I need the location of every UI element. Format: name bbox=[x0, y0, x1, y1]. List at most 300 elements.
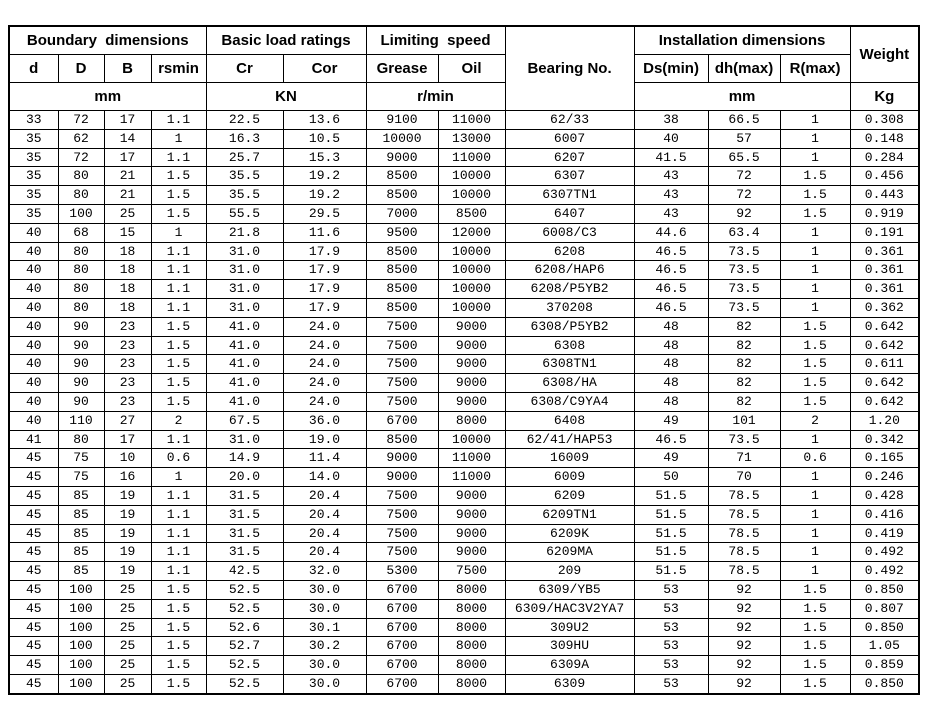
cell: 49 bbox=[634, 449, 708, 468]
cell: 85 bbox=[58, 505, 104, 524]
cell: 31.5 bbox=[206, 505, 283, 524]
cell: 6700 bbox=[366, 656, 438, 675]
cell: 30.1 bbox=[283, 618, 366, 637]
cell: 1.5 bbox=[151, 374, 206, 393]
cell: 17.9 bbox=[283, 280, 366, 299]
cell-bearing-no: 309HU bbox=[505, 637, 634, 656]
cell: 17.9 bbox=[283, 242, 366, 261]
cell: 46.5 bbox=[634, 242, 708, 261]
cell: 101 bbox=[708, 411, 780, 430]
cell: 92 bbox=[708, 674, 780, 693]
cell: 72 bbox=[708, 186, 780, 205]
cell: 1 bbox=[151, 129, 206, 148]
cell: 32.0 bbox=[283, 562, 366, 581]
cell: 20.0 bbox=[206, 468, 283, 487]
cell: 8500 bbox=[366, 242, 438, 261]
cell: 10.5 bbox=[283, 129, 366, 148]
cell-bearing-no: 6008/C3 bbox=[505, 223, 634, 242]
cell: 9000 bbox=[438, 543, 505, 562]
cell: 17.9 bbox=[283, 298, 366, 317]
cell-bearing-no: 6209K bbox=[505, 524, 634, 543]
column-header-cr: Cr bbox=[206, 55, 283, 83]
cell: 40 bbox=[9, 242, 58, 261]
cell: 41 bbox=[9, 430, 58, 449]
cell: 82 bbox=[708, 392, 780, 411]
cell: 17 bbox=[104, 430, 151, 449]
cell: 19 bbox=[104, 505, 151, 524]
cell: 45 bbox=[9, 468, 58, 487]
cell: 52.5 bbox=[206, 599, 283, 618]
column-header-bearing-no: Bearing No. bbox=[505, 26, 634, 111]
cell: 1.1 bbox=[151, 524, 206, 543]
table-row bbox=[9, 430, 919, 449]
cell: 43 bbox=[634, 186, 708, 205]
cell: 1.5 bbox=[780, 374, 850, 393]
cell: 19 bbox=[104, 524, 151, 543]
cell: 0.284 bbox=[850, 148, 919, 167]
cell: 1 bbox=[780, 129, 850, 148]
cell: 24.0 bbox=[283, 392, 366, 411]
cell: 0.165 bbox=[850, 449, 919, 468]
cell: 40 bbox=[634, 129, 708, 148]
cell: 1.20 bbox=[850, 411, 919, 430]
cell: 1.5 bbox=[780, 186, 850, 205]
cell: 0.419 bbox=[850, 524, 919, 543]
cell: 9500 bbox=[366, 223, 438, 242]
group-header-row bbox=[9, 26, 919, 55]
cell: 30.0 bbox=[283, 674, 366, 693]
cell: 1 bbox=[780, 242, 850, 261]
cell: 40 bbox=[9, 317, 58, 336]
cell: 43 bbox=[634, 167, 708, 186]
cell: 45 bbox=[9, 656, 58, 675]
cell: 17.9 bbox=[283, 261, 366, 280]
cell: 1.5 bbox=[151, 599, 206, 618]
cell: 35 bbox=[9, 167, 58, 186]
cell: 92 bbox=[708, 580, 780, 599]
cell: 90 bbox=[58, 355, 104, 374]
cell: 41.0 bbox=[206, 317, 283, 336]
cell: 1.5 bbox=[780, 204, 850, 223]
cell: 30.2 bbox=[283, 637, 366, 656]
cell: 6700 bbox=[366, 580, 438, 599]
cell: 1 bbox=[780, 468, 850, 487]
cell: 2 bbox=[780, 411, 850, 430]
table-row bbox=[9, 392, 919, 411]
cell: 0.191 bbox=[850, 223, 919, 242]
cell: 57 bbox=[708, 129, 780, 148]
cell: 40 bbox=[9, 280, 58, 299]
cell: 19 bbox=[104, 562, 151, 581]
cell: 10000 bbox=[438, 186, 505, 205]
cell: 73.5 bbox=[708, 261, 780, 280]
cell: 21 bbox=[104, 167, 151, 186]
cell: 21 bbox=[104, 186, 151, 205]
cell: 1 bbox=[780, 562, 850, 581]
column-header-rsmin: rsmin bbox=[151, 55, 206, 83]
cell: 100 bbox=[58, 580, 104, 599]
cell: 1.5 bbox=[780, 674, 850, 693]
cell-bearing-no: 6009 bbox=[505, 468, 634, 487]
cell: 85 bbox=[58, 562, 104, 581]
cell: 51.5 bbox=[634, 486, 708, 505]
cell: 6700 bbox=[366, 637, 438, 656]
cell: 18 bbox=[104, 298, 151, 317]
cell: 1.5 bbox=[151, 392, 206, 411]
cell: 9000 bbox=[366, 148, 438, 167]
cell: 75 bbox=[58, 468, 104, 487]
cell: 35 bbox=[9, 129, 58, 148]
cell: 41.0 bbox=[206, 355, 283, 374]
cell: 8000 bbox=[438, 411, 505, 430]
cell: 0.850 bbox=[850, 674, 919, 693]
table-row bbox=[9, 374, 919, 393]
cell-bearing-no: 6308TN1 bbox=[505, 355, 634, 374]
cell: 78.5 bbox=[708, 524, 780, 543]
cell: 14 bbox=[104, 129, 151, 148]
cell: 0.642 bbox=[850, 336, 919, 355]
cell: 8500 bbox=[366, 186, 438, 205]
cell: 41.0 bbox=[206, 336, 283, 355]
cell: 45 bbox=[9, 486, 58, 505]
cell: 40 bbox=[9, 355, 58, 374]
cell: 43 bbox=[634, 204, 708, 223]
cell: 48 bbox=[634, 336, 708, 355]
cell: 0.642 bbox=[850, 317, 919, 336]
cell: 7500 bbox=[366, 505, 438, 524]
cell: 110 bbox=[58, 411, 104, 430]
cell: 8500 bbox=[366, 430, 438, 449]
cell: 31.5 bbox=[206, 543, 283, 562]
cell: 8000 bbox=[438, 580, 505, 599]
cell: 82 bbox=[708, 355, 780, 374]
cell: 0.850 bbox=[850, 580, 919, 599]
cell: 0.342 bbox=[850, 430, 919, 449]
cell: 90 bbox=[58, 336, 104, 355]
cell: 25 bbox=[104, 637, 151, 656]
cell: 31.0 bbox=[206, 280, 283, 299]
cell: 75 bbox=[58, 449, 104, 468]
cell: 16.3 bbox=[206, 129, 283, 148]
cell-bearing-no: 6209TN1 bbox=[505, 505, 634, 524]
cell-bearing-no: 6308/C9YA4 bbox=[505, 392, 634, 411]
cell: 5300 bbox=[366, 562, 438, 581]
cell: 18 bbox=[104, 261, 151, 280]
cell: 1.5 bbox=[151, 204, 206, 223]
cell-bearing-no: 6308/HA bbox=[505, 374, 634, 393]
cell: 53 bbox=[634, 674, 708, 693]
cell: 46.5 bbox=[634, 280, 708, 299]
cell: 72 bbox=[58, 111, 104, 130]
cell: 0.308 bbox=[850, 111, 919, 130]
cell: 73.5 bbox=[708, 242, 780, 261]
column-header-d: d bbox=[9, 55, 58, 83]
cell: 0.456 bbox=[850, 167, 919, 186]
table-row bbox=[9, 167, 919, 186]
cell: 19.2 bbox=[283, 167, 366, 186]
cell: 15 bbox=[104, 223, 151, 242]
cell: 18 bbox=[104, 280, 151, 299]
cell: 68 bbox=[58, 223, 104, 242]
cell: 1 bbox=[151, 223, 206, 242]
cell: 40 bbox=[9, 261, 58, 280]
column-header-oil: Oil bbox=[438, 55, 505, 83]
cell: 90 bbox=[58, 392, 104, 411]
cell: 0.246 bbox=[850, 468, 919, 487]
cell: 1.1 bbox=[151, 543, 206, 562]
unit-boundary-mm: mm bbox=[9, 83, 206, 111]
table-row bbox=[9, 186, 919, 205]
cell: 82 bbox=[708, 317, 780, 336]
cell: 0.850 bbox=[850, 618, 919, 637]
cell: 35.5 bbox=[206, 167, 283, 186]
column-header-B: B bbox=[104, 55, 151, 83]
cell: 8000 bbox=[438, 637, 505, 656]
cell: 1.1 bbox=[151, 562, 206, 581]
cell: 19.0 bbox=[283, 430, 366, 449]
cell: 25 bbox=[104, 204, 151, 223]
cell: 1.1 bbox=[151, 430, 206, 449]
cell: 1.05 bbox=[850, 637, 919, 656]
cell: 7500 bbox=[366, 543, 438, 562]
cell: 31.0 bbox=[206, 430, 283, 449]
cell: 13.6 bbox=[283, 111, 366, 130]
cell: 40 bbox=[9, 298, 58, 317]
cell: 23 bbox=[104, 317, 151, 336]
cell: 92 bbox=[708, 618, 780, 637]
cell: 9000 bbox=[438, 392, 505, 411]
cell: 9000 bbox=[366, 468, 438, 487]
cell: 20.4 bbox=[283, 543, 366, 562]
cell-bearing-no: 6309A bbox=[505, 656, 634, 675]
cell: 45 bbox=[9, 524, 58, 543]
cell: 0.361 bbox=[850, 280, 919, 299]
cell: 1 bbox=[780, 223, 850, 242]
cell: 78.5 bbox=[708, 562, 780, 581]
cell: 1 bbox=[780, 298, 850, 317]
cell: 9000 bbox=[438, 355, 505, 374]
cell: 6700 bbox=[366, 411, 438, 430]
cell: 0.642 bbox=[850, 392, 919, 411]
cell: 71 bbox=[708, 449, 780, 468]
cell: 1.5 bbox=[151, 618, 206, 637]
cell: 1.5 bbox=[780, 336, 850, 355]
cell: 1 bbox=[780, 524, 850, 543]
unit-weight-kg: Kg bbox=[850, 83, 919, 111]
cell: 92 bbox=[708, 204, 780, 223]
cell: 46.5 bbox=[634, 298, 708, 317]
cell-bearing-no: 6208 bbox=[505, 242, 634, 261]
cell: 0.6 bbox=[151, 449, 206, 468]
cell: 7500 bbox=[366, 336, 438, 355]
cell: 51.5 bbox=[634, 505, 708, 524]
units-row bbox=[9, 83, 919, 111]
cell: 1.5 bbox=[151, 336, 206, 355]
cell: 50 bbox=[634, 468, 708, 487]
cell: 0.642 bbox=[850, 374, 919, 393]
cell-bearing-no: 6209MA bbox=[505, 543, 634, 562]
cell: 1.1 bbox=[151, 505, 206, 524]
table-row bbox=[9, 468, 919, 487]
cell: 52.6 bbox=[206, 618, 283, 637]
cell: 1.1 bbox=[151, 486, 206, 505]
cell: 80 bbox=[58, 430, 104, 449]
cell: 0.148 bbox=[850, 129, 919, 148]
cell-bearing-no: 6307TN1 bbox=[505, 186, 634, 205]
cell: 12000 bbox=[438, 223, 505, 242]
cell: 19.2 bbox=[283, 186, 366, 205]
cell: 8000 bbox=[438, 656, 505, 675]
cell: 9000 bbox=[366, 449, 438, 468]
table-row bbox=[9, 580, 919, 599]
cell-bearing-no: 6209 bbox=[505, 486, 634, 505]
cell: 78.5 bbox=[708, 505, 780, 524]
cell: 1.5 bbox=[780, 580, 850, 599]
cell: 10000 bbox=[438, 261, 505, 280]
cell: 1.5 bbox=[780, 656, 850, 675]
cell: 78.5 bbox=[708, 543, 780, 562]
cell: 52.5 bbox=[206, 580, 283, 599]
cell: 45 bbox=[9, 599, 58, 618]
cell: 1 bbox=[780, 505, 850, 524]
cell: 45 bbox=[9, 618, 58, 637]
cell: 73.5 bbox=[708, 430, 780, 449]
cell: 8500 bbox=[438, 204, 505, 223]
cell: 82 bbox=[708, 336, 780, 355]
cell: 9000 bbox=[438, 486, 505, 505]
cell: 78.5 bbox=[708, 486, 780, 505]
table-row bbox=[9, 317, 919, 336]
cell: 24.0 bbox=[283, 355, 366, 374]
cell: 9100 bbox=[366, 111, 438, 130]
group-header-boundary-dimensions: Boundary dimensions bbox=[9, 26, 206, 55]
cell: 10000 bbox=[438, 280, 505, 299]
cell-bearing-no: 6309 bbox=[505, 674, 634, 693]
cell: 100 bbox=[58, 637, 104, 656]
table-row bbox=[9, 618, 919, 637]
table-row bbox=[9, 111, 919, 130]
cell: 11000 bbox=[438, 148, 505, 167]
cell: 19 bbox=[104, 486, 151, 505]
cell: 72 bbox=[58, 148, 104, 167]
cell: 0.492 bbox=[850, 562, 919, 581]
cell: 51.5 bbox=[634, 524, 708, 543]
cell: 92 bbox=[708, 637, 780, 656]
cell: 66.5 bbox=[708, 111, 780, 130]
cell: 1.5 bbox=[151, 637, 206, 656]
cell: 41.0 bbox=[206, 392, 283, 411]
cell: 7500 bbox=[366, 317, 438, 336]
cell: 70 bbox=[708, 468, 780, 487]
cell: 1.5 bbox=[151, 656, 206, 675]
cell: 0.807 bbox=[850, 599, 919, 618]
cell: 18 bbox=[104, 242, 151, 261]
group-header-installation-dimensions: Installation dimensions bbox=[634, 26, 850, 55]
cell: 1.5 bbox=[780, 355, 850, 374]
cell-bearing-no: 209 bbox=[505, 562, 634, 581]
cell: 85 bbox=[58, 524, 104, 543]
cell: 1.1 bbox=[151, 242, 206, 261]
cell: 10000 bbox=[438, 167, 505, 186]
cell: 55.5 bbox=[206, 204, 283, 223]
cell: 1.5 bbox=[780, 167, 850, 186]
cell: 33 bbox=[9, 111, 58, 130]
cell: 67.5 bbox=[206, 411, 283, 430]
cell: 7500 bbox=[366, 374, 438, 393]
cell-bearing-no: 6408 bbox=[505, 411, 634, 430]
cell: 52.5 bbox=[206, 656, 283, 675]
cell: 25 bbox=[104, 580, 151, 599]
cell: 17 bbox=[104, 148, 151, 167]
cell: 11000 bbox=[438, 449, 505, 468]
cell: 0.443 bbox=[850, 186, 919, 205]
cell: 1 bbox=[780, 148, 850, 167]
table-row bbox=[9, 637, 919, 656]
cell: 35 bbox=[9, 148, 58, 167]
group-header-weight: Weight bbox=[850, 26, 919, 83]
cell: 1.5 bbox=[780, 317, 850, 336]
cell: 40 bbox=[9, 223, 58, 242]
cell: 1.1 bbox=[151, 280, 206, 299]
cell: 20.4 bbox=[283, 505, 366, 524]
table-row bbox=[9, 129, 919, 148]
table-row bbox=[9, 505, 919, 524]
column-header-D: D bbox=[58, 55, 104, 83]
cell: 1.5 bbox=[780, 618, 850, 637]
column-header-cor: Cor bbox=[283, 55, 366, 83]
cell: 0.362 bbox=[850, 298, 919, 317]
cell: 7500 bbox=[366, 524, 438, 543]
column-header-ds-min: Ds(min) bbox=[634, 55, 708, 83]
cell: 85 bbox=[58, 543, 104, 562]
cell: 30.0 bbox=[283, 580, 366, 599]
cell: 9000 bbox=[438, 505, 505, 524]
cell: 45 bbox=[9, 449, 58, 468]
cell: 51.5 bbox=[634, 543, 708, 562]
cell: 100 bbox=[58, 599, 104, 618]
cell: 0.611 bbox=[850, 355, 919, 374]
cell: 7000 bbox=[366, 204, 438, 223]
table-row bbox=[9, 562, 919, 581]
cell: 1.1 bbox=[151, 261, 206, 280]
cell: 42.5 bbox=[206, 562, 283, 581]
cell: 31.0 bbox=[206, 261, 283, 280]
cell: 24.0 bbox=[283, 374, 366, 393]
cell: 1.5 bbox=[780, 392, 850, 411]
cell: 45 bbox=[9, 562, 58, 581]
cell: 11000 bbox=[438, 111, 505, 130]
cell: 1.5 bbox=[151, 580, 206, 599]
cell: 21.8 bbox=[206, 223, 283, 242]
cell: 30.0 bbox=[283, 656, 366, 675]
column-header-row bbox=[9, 55, 919, 83]
cell: 1.1 bbox=[151, 111, 206, 130]
table-row bbox=[9, 449, 919, 468]
cell-bearing-no: 6307 bbox=[505, 167, 634, 186]
cell-bearing-no: 6309/HAC3V2YA7 bbox=[505, 599, 634, 618]
cell: 1.5 bbox=[151, 186, 206, 205]
cell: 16 bbox=[104, 468, 151, 487]
cell: 80 bbox=[58, 186, 104, 205]
cell: 100 bbox=[58, 618, 104, 637]
cell: 10000 bbox=[366, 129, 438, 148]
cell: 41.0 bbox=[206, 374, 283, 393]
cell: 1.5 bbox=[151, 355, 206, 374]
cell: 82 bbox=[708, 374, 780, 393]
cell: 63.4 bbox=[708, 223, 780, 242]
cell-bearing-no: 6208/P5YB2 bbox=[505, 280, 634, 299]
cell: 100 bbox=[58, 674, 104, 693]
